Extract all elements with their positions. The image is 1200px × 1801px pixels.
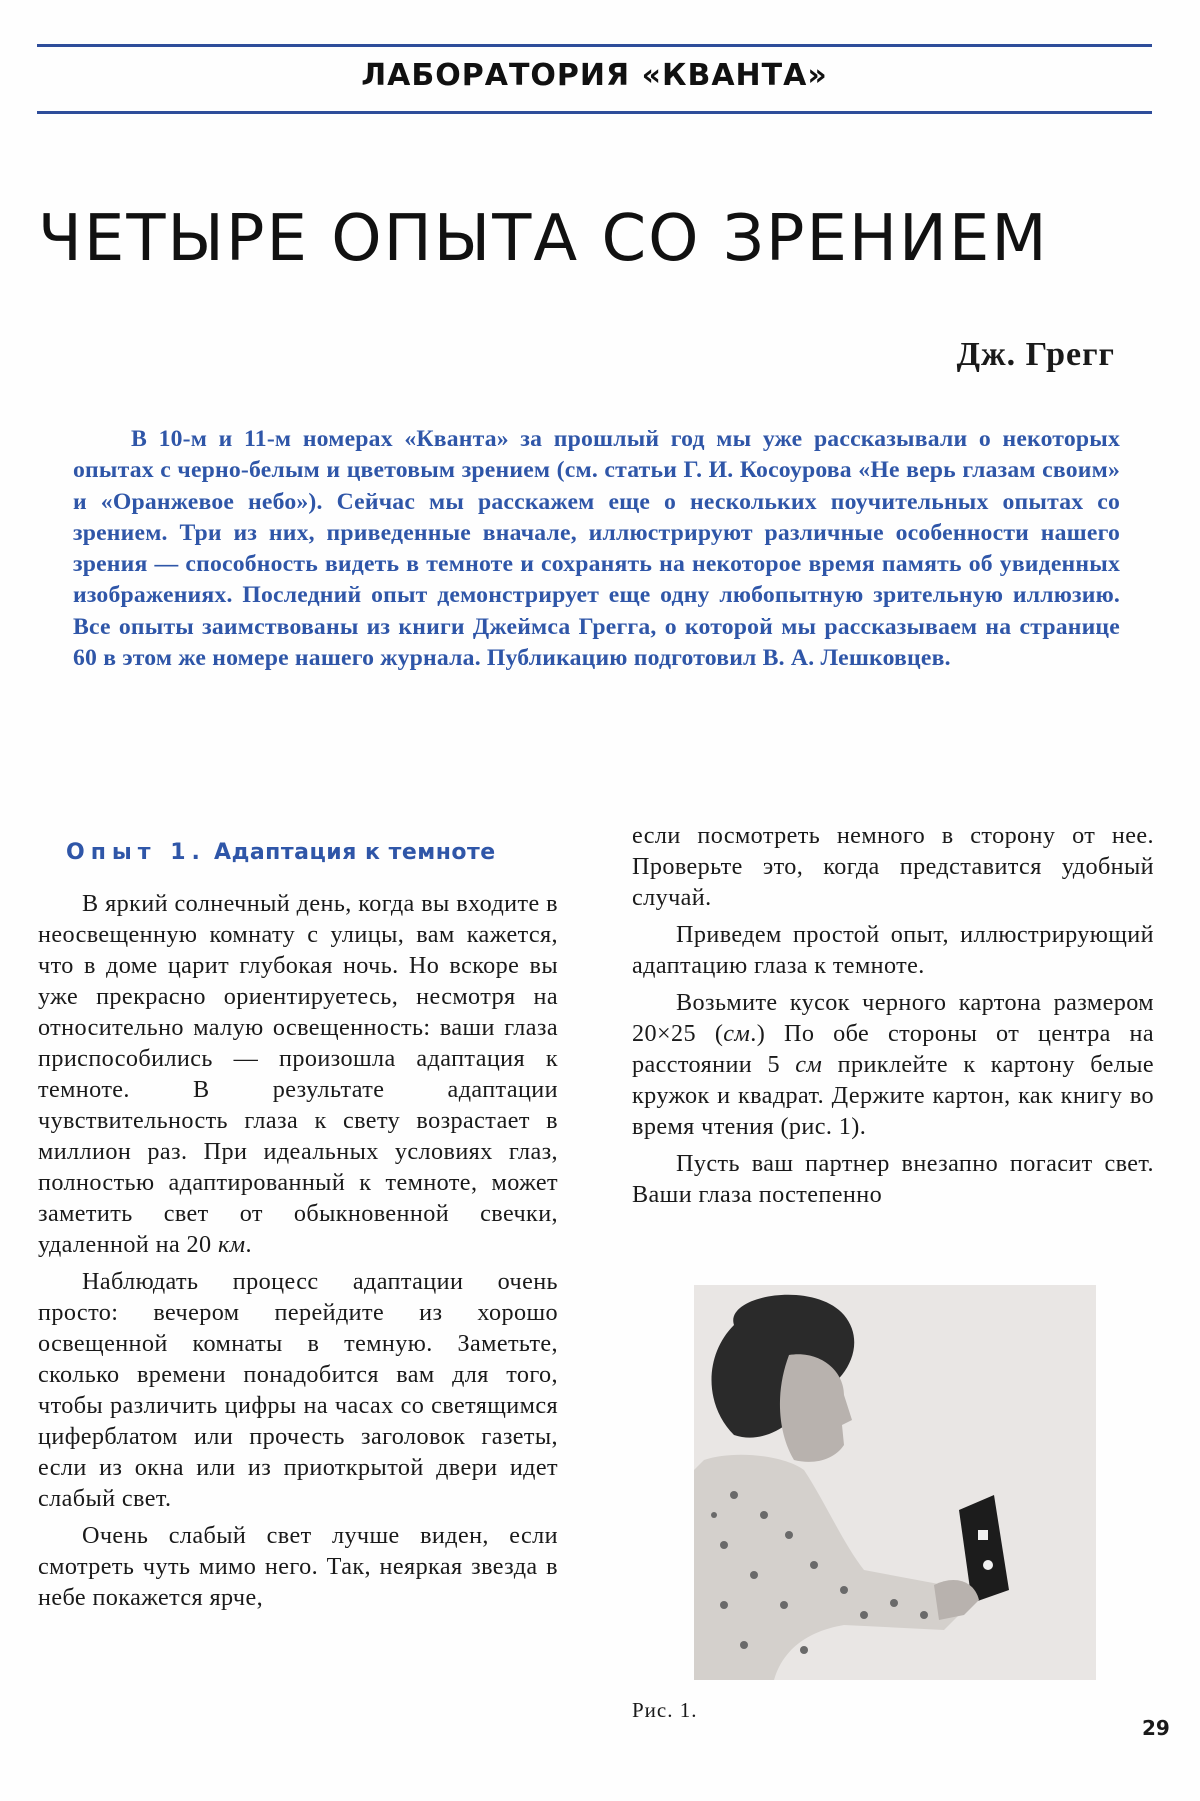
author-name: Дж. Грегг	[956, 336, 1115, 373]
photo-illustration	[694, 1285, 1096, 1680]
figure-photo	[694, 1285, 1096, 1680]
paragraph: Возьмите кусок черного картона размером 20×25 (см.) По обе стороны от центра на расстоянии 5 см приклейте к картону белые кружок и квадрат. Держите картон, как книгу во время чтения (рис. 1).	[632, 989, 1154, 1140]
paragraph: В яркий солнечный день, когда вы входите в неосвещенную комнату с улицы, вам кажется, что в доме царит глубокая ночь. Но вскоре вы уже прекрасно ориентируетесь, несмотря на относительно малую освещенность: ваши глаза приспособились — произошла адаптация к темноте. В результате адаптации чувствительность глаза к свету возрастает в миллион раз. При идеальных условиях глаз, полностью адаптированный к темноте, может заметить свет от обыкновенной свечки, удаленной на 20 км.	[38, 890, 558, 1258]
right-column	[632, 820, 1154, 1216]
page-number: 29	[1142, 1716, 1170, 1740]
section-header: ЛАБОРАТОРИЯ «КВАНТА»	[361, 58, 828, 93]
left-column	[38, 825, 558, 1619]
experiment-title: Адаптация к темноте	[214, 840, 496, 865]
experiment-heading	[66, 837, 558, 868]
experiment-label: Опыт 1.	[66, 840, 206, 865]
paragraph: Приведем простой опыт, иллюстрирующий адаптацию глаза к темноте.	[632, 921, 1154, 979]
paragraph: если посмотреть немного в сторону от нее. Проверьте это, когда представится удобный случай.	[632, 822, 1154, 911]
paragraph: Очень слабый свет лучше виден, если смотреть чуть мимо него. Так, неяркая звезда в небе покажется ярче,	[38, 1522, 558, 1611]
paragraph: Пусть ваш партнер внезапно погасит свет. Ваши глаза постепенно	[632, 1150, 1154, 1208]
paragraph: Наблюдать процесс адаптации очень просто: вечером перейдите из хорошо освещенной комнаты в темную. Заметьте, сколько времени понадобится вам для того, чтобы различить цифры на часах со светящимся циферблатом или прочесть заголовок газеты, если из окна или из приоткрытой двери идет слабый свет.	[38, 1268, 558, 1512]
article-intro: В 10-м и 11-м номерах «Кванта» за прошлый год мы уже рассказывали о некоторых опытах с черно-белым и цветовым зрением (см. статьи Г. И. Косоурова «Не верь глазам своим» и «Оранжевое небо»). Сейчас мы расскажем еще о нескольких поучительных опытах со зрением. Три из них, приведенные вначале, иллюстрируют различные особенности нашего зрения — способность видеть в темноте и сохранять на некоторое время память об увиденных изображениях. Последний опыт демонстрирует еще одну любопытную зрительную иллюзию. Все опыты заимствованы из книги Джеймса Грегга, о которой мы рассказываем на странице 60 в этом же номере нашего журнала. Публикацию подготовил В. А. Лешковцев.	[73, 426, 1120, 672]
figure-caption: Рис. 1.	[632, 1698, 698, 1722]
top-rule	[37, 44, 1152, 47]
header-bottom-rule	[37, 111, 1152, 114]
article-title: ЧЕТЫРЕ ОПЫТА СО ЗРЕНИЕМ	[38, 202, 1049, 276]
